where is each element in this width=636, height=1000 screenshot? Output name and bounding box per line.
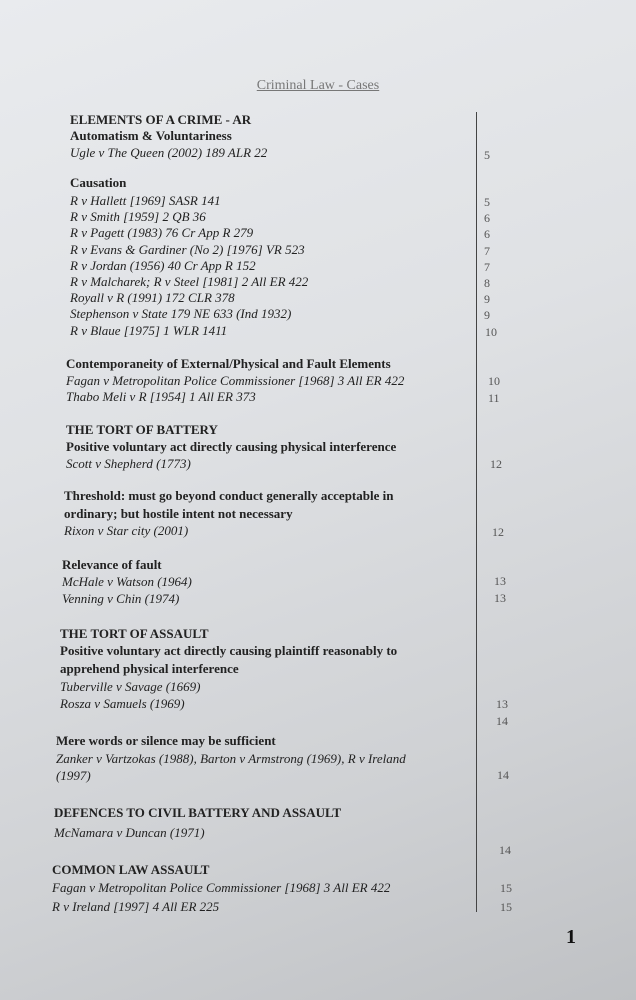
case-citation: Rosza v Samuels (1969) — [60, 696, 185, 711]
case-citation: Zanker v Vartzokas (1988), Barton v Armstrong (1969), R v Ireland — [56, 751, 406, 766]
page-ref: 13 — [494, 591, 506, 605]
case-citation: Venning v Chin (1974) — [62, 591, 180, 606]
case-citation: Stephenson v State 179 NE 633 (Ind 1932) — [70, 306, 292, 321]
case-citation: R v Pagett (1983) 76 Cr App R 279 — [70, 225, 254, 240]
section-heading: THE TORT OF ASSAULT — [60, 626, 209, 641]
section-heading: COMMON LAW ASSAULT — [52, 862, 210, 877]
section-heading: Positive voluntary act directly causing plaintiff reasonably to — [60, 643, 398, 658]
page-number: 1 — [566, 926, 576, 948]
page-ref: 12 — [492, 525, 504, 539]
case-citation: Ugle v The Queen (2002) 189 ALR 22 — [70, 145, 268, 160]
section-heading: Threshold: must go beyond conduct generally acceptable in — [64, 488, 394, 503]
case-citation: R v Jordan (1956) 40 Cr App R 152 — [70, 258, 256, 273]
case-citation: Rixon v Star city (2001) — [64, 523, 189, 538]
section-heading: Mere words or silence may be sufficient — [56, 733, 276, 748]
page-ref: 14 — [496, 714, 508, 728]
page-ref: 10 — [488, 374, 500, 388]
page-ref: 11 — [488, 391, 500, 405]
case-citation: Thabo Meli v R [1954] 1 All ER 373 — [66, 389, 256, 404]
case-citation: Fagan v Metropolitan Police Commissioner [1968] 3 All ER 422 — [66, 373, 405, 388]
page-ref: 13 — [496, 697, 508, 711]
page-ref: 8 — [484, 276, 490, 290]
page-ref: 7 — [484, 244, 490, 258]
section-heading: apprehend physical interference — [60, 661, 239, 676]
page-ref: 9 — [484, 292, 490, 306]
section-heading: Causation — [70, 175, 127, 190]
case-citation: McHale v Watson (1964) — [62, 574, 192, 589]
case-citation: R v Evans & Gardiner (No 2) [1976] VR 523 — [70, 242, 305, 257]
section-heading: ELEMENTS OF A CRIME - AR — [70, 112, 252, 127]
section-heading: Positive voluntary act directly causing physical interference — [66, 439, 397, 454]
page-ref: 14 — [499, 843, 511, 857]
document-title: Criminal Law - Cases — [256, 78, 380, 93]
page-ref: 9 — [484, 308, 490, 322]
page-ref: 10 — [485, 325, 497, 339]
case-citation: R v Hallett [1969] SASR 141 — [70, 193, 221, 208]
section-heading: THE TORT OF BATTERY — [66, 422, 218, 437]
section-heading: ordinary; but hostile intent not necessary — [64, 506, 293, 521]
page-ref: 14 — [497, 768, 509, 782]
page-ref: 7 — [484, 260, 490, 274]
case-citation: Tuberville v Savage (1669) — [60, 679, 201, 694]
page-ref: 13 — [494, 574, 506, 588]
page-ref: 5 — [484, 148, 490, 162]
case-citation: R v Ireland [1997] 4 All ER 225 — [52, 899, 220, 914]
page-ref: 12 — [490, 457, 502, 471]
section-heading: Contemporaneity of External/Physical and Fault Elements — [66, 356, 391, 371]
page-ref: 6 — [484, 211, 490, 225]
case-citation: McNamara v Duncan (1971) — [54, 825, 205, 840]
page-ref-divider — [476, 112, 477, 912]
case-citation: Fagan v Metropolitan Police Commissioner [1968] 3 All ER 422 — [52, 880, 391, 895]
case-citation: Scott v Shepherd (1773) — [66, 456, 191, 471]
page-ref: 15 — [500, 881, 512, 895]
section-heading: Automatism & Voluntariness — [70, 128, 232, 143]
section-heading: Relevance of fault — [62, 557, 162, 572]
page-ref: 5 — [484, 195, 490, 209]
case-citation: R v Blaue [1975] 1 WLR 1411 — [70, 323, 228, 338]
section-heading: DEFENCES TO CIVIL BATTERY AND ASSAULT — [54, 805, 342, 820]
case-citation: (1997) — [56, 768, 91, 783]
case-citation: Royall v R (1991) 172 CLR 378 — [70, 290, 235, 305]
page-ref: 15 — [500, 900, 512, 914]
case-citation: R v Malcharek; R v Steel [1981] 2 All ER 422 — [70, 274, 309, 289]
case-citation: R v Smith [1959] 2 QB 36 — [70, 209, 206, 224]
page-ref: 6 — [484, 227, 490, 241]
